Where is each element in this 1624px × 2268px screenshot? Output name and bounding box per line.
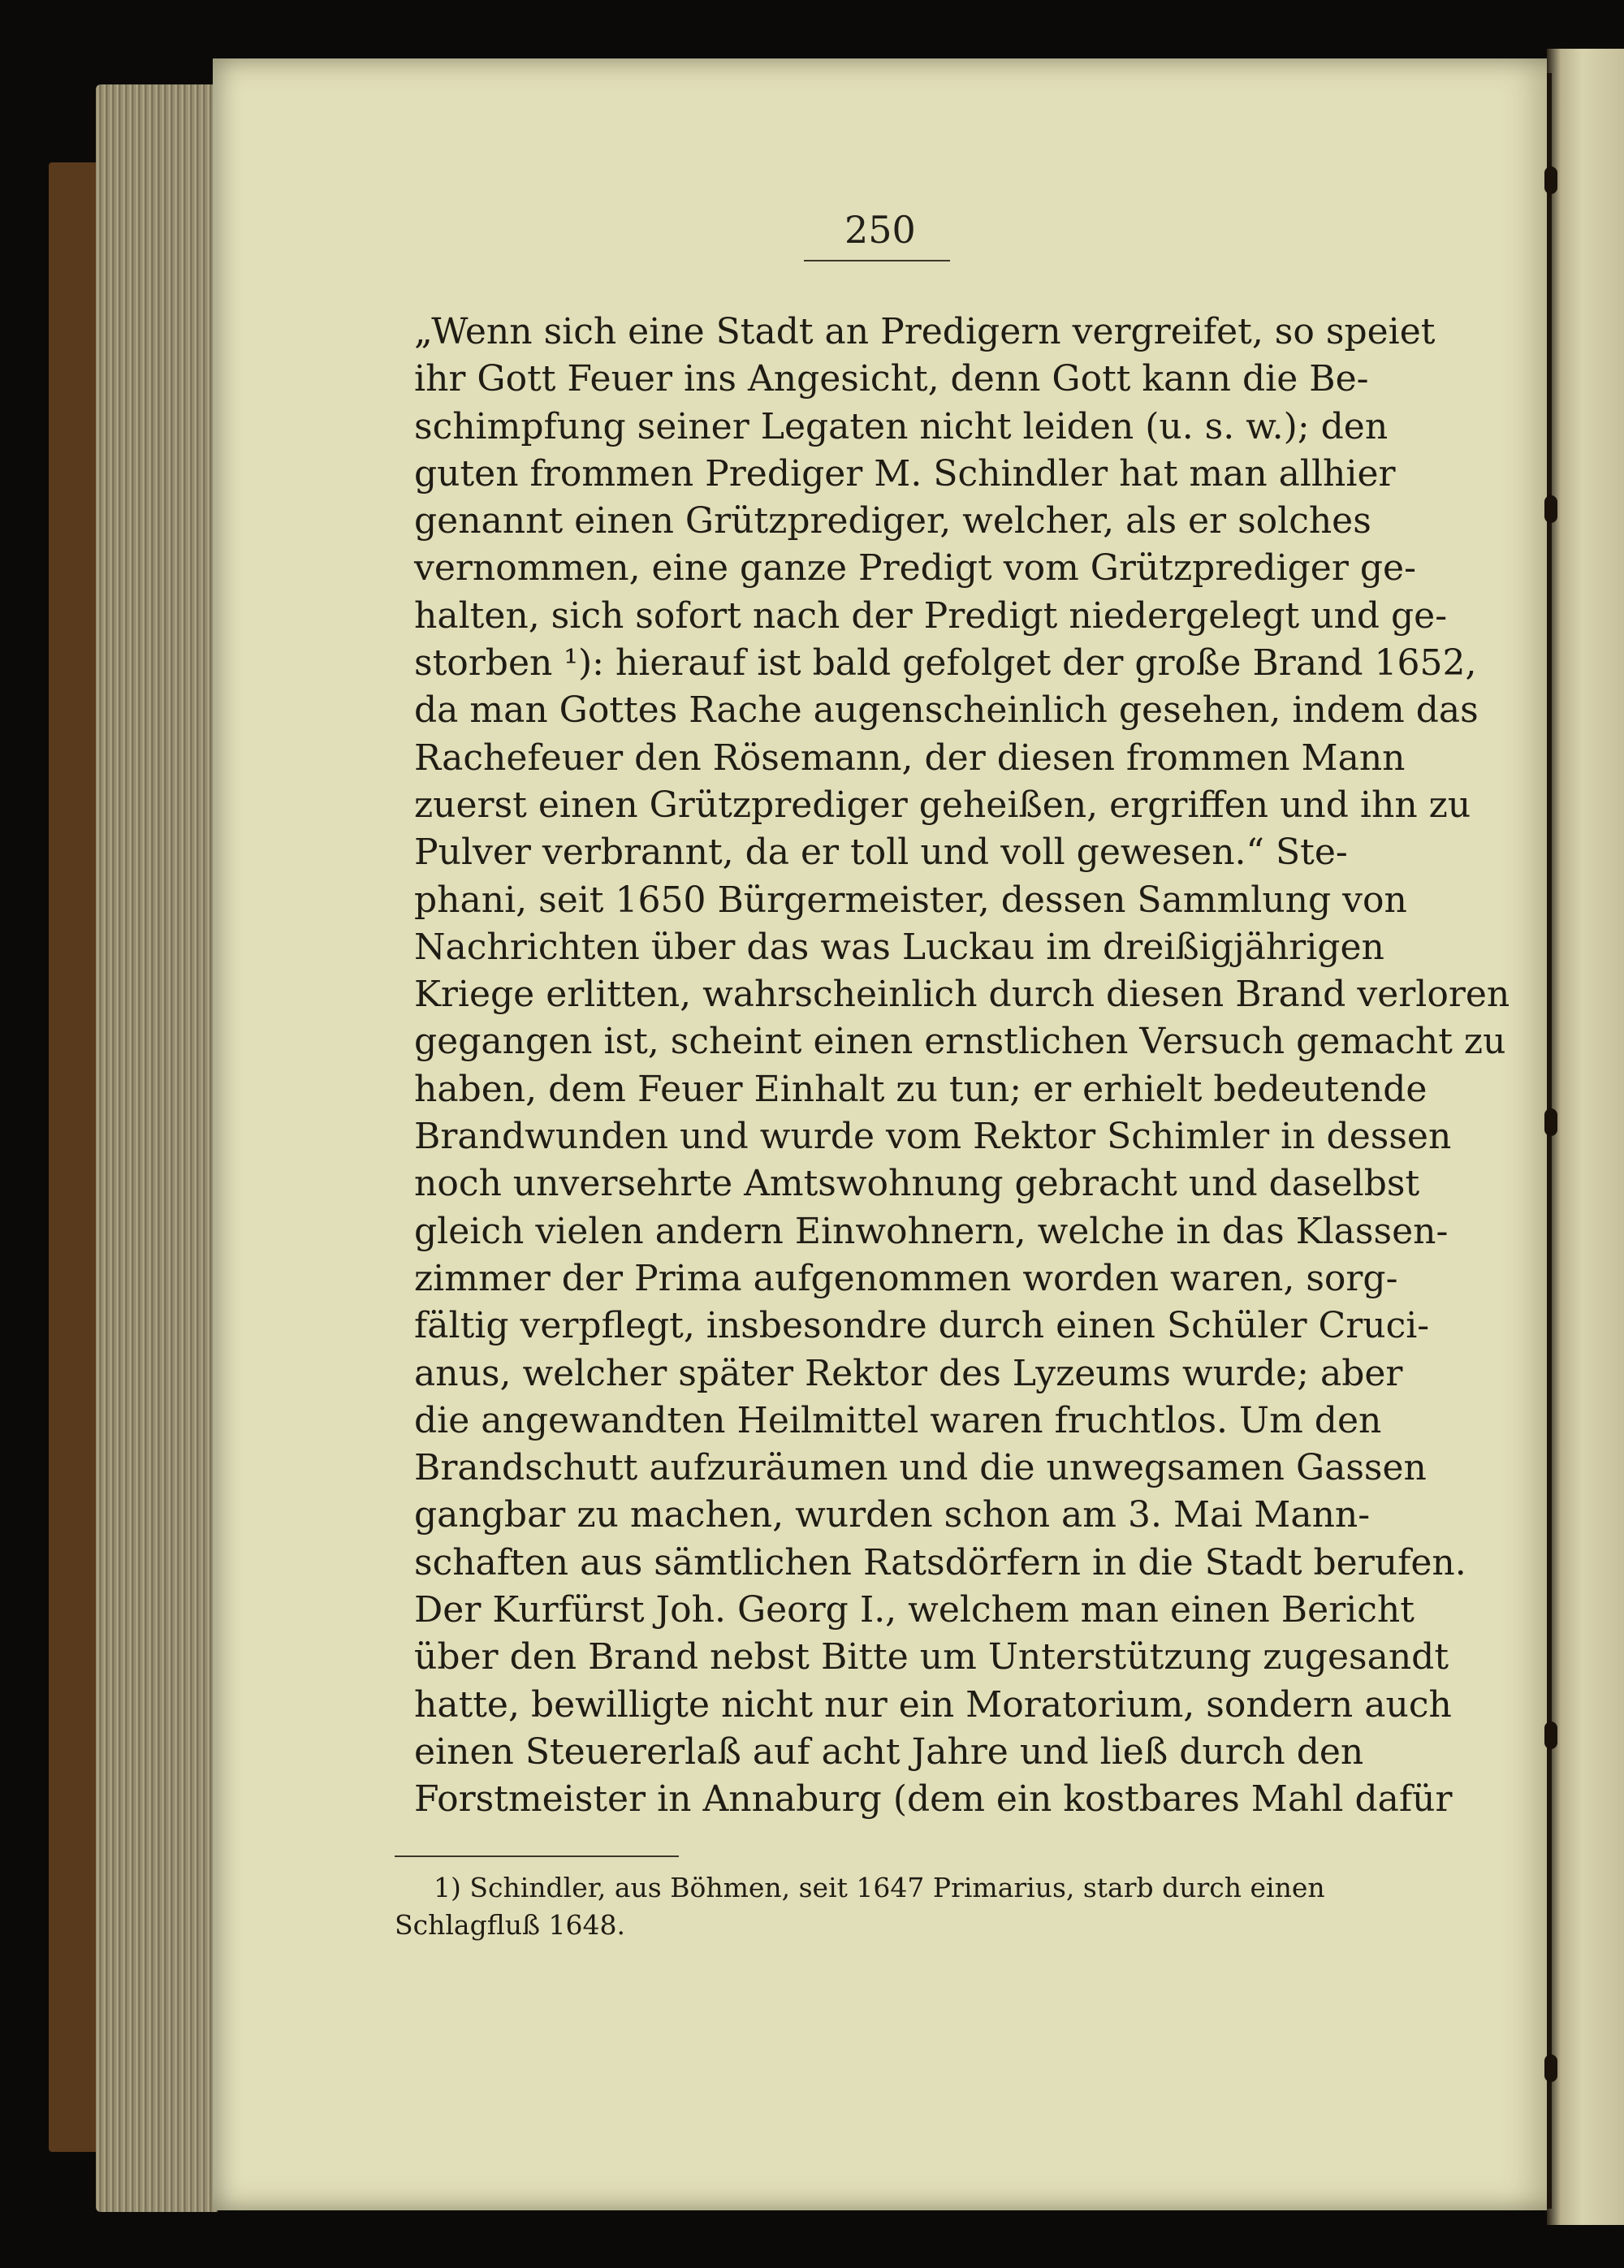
footnote-line: 1) Schindler, aus Böhmen, seit 1647 Primarius, starb durch einen — [434, 1872, 1325, 1903]
footnote-rule — [395, 1855, 679, 1857]
text-line: gegangen ist, scheint einen ernstlichen Versuch gemacht zu — [414, 1021, 1506, 1063]
text-line: Brandschutt aufzuräumen und die unwegsamen Gassen — [414, 1447, 1427, 1489]
facing-page-binding — [1547, 49, 1624, 2225]
page-number-rule — [804, 260, 950, 261]
binding-stitch — [1544, 166, 1557, 194]
text-line: haben, dem Feuer Einhalt zu tun; er erhielt bedeutende — [414, 1068, 1427, 1110]
text-line: Pulver verbrannt, da er toll und voll gewesen.“ Ste- — [414, 832, 1348, 874]
binding-stitch — [1544, 495, 1557, 523]
text-line: schimpfung seiner Legaten nicht leiden (u. s. w.); den — [414, 405, 1389, 447]
text-line: einen Steuererlaß auf acht Jahre und ließ durch den — [414, 1730, 1364, 1773]
text-line: storben ¹): hierauf ist bald gefolget der große Brand 1652, — [414, 642, 1477, 685]
text-line: schaften aus sämtlichen Ratsdörfern in die Stadt berufen. — [414, 1541, 1466, 1583]
text-line: da man Gottes Rache augenscheinlich gesehen, indem das — [414, 689, 1479, 732]
text-line: die angewandten Heilmittel waren fruchtlos. Um den — [414, 1399, 1382, 1441]
page-number: 250 — [844, 208, 916, 252]
binding-stitch — [1544, 1722, 1557, 1749]
text-line: „Wenn sich eine Stadt an Predigern vergreifet, so speiet — [414, 311, 1436, 352]
text-line: genannt einen Grützprediger, welcher, als er solches — [414, 500, 1371, 542]
footnote-line: Schlagfluß 1648. — [395, 1909, 625, 1941]
binding-stitch — [1544, 1108, 1557, 1136]
body-text — [414, 309, 1510, 1824]
text-line: zuerst einen Grützprediger geheißen, ergriffen und ihn zu — [414, 784, 1471, 826]
text-line: Der Kurfürst Joh. Georg I., welchem man einen Bericht — [414, 1589, 1415, 1631]
text-line: gangbar zu machen, wurden schon am 3. Mai Mann- — [414, 1494, 1371, 1536]
footnote — [395, 1869, 1325, 1944]
book-page-edges — [96, 84, 218, 2212]
text-line: Kriege erlitten, wahrscheinlich durch diesen Brand verloren — [414, 974, 1510, 1016]
text-line: hatte, bewilligte nicht nur ein Moratorium, sondern auch — [414, 1683, 1452, 1726]
text-line: über den Brand nebst Bitte um Unterstützung zugesandt — [414, 1636, 1449, 1678]
text-line: phani, seit 1650 Bürgermeister, dessen Sammlung von — [414, 879, 1407, 921]
text-line: halten, sich sofort nach der Predigt niedergelegt und ge- — [414, 594, 1448, 637]
text-line: zimmer der Prima aufgenommen worden waren, sorg- — [414, 1257, 1398, 1299]
text-line: Nachrichten über das was Luckau im dreißigjährigen — [414, 926, 1384, 968]
binding-thread — [1547, 73, 1552, 2209]
text-line: gleich vielen andern Einwohnern, welche in das Klassen- — [414, 1210, 1449, 1252]
text-line: guten frommen Prediger M. Schindler hat man allhier — [414, 452, 1396, 495]
text-line: Rachefeuer den Rösemann, der diesen frommen Mann — [414, 737, 1406, 779]
binding-stitch — [1544, 2054, 1557, 2082]
text-line: Forstmeister in Annaburg (dem ein kostbares Mahl dafür — [414, 1778, 1453, 1821]
text-line: fältig verpflegt, insbesondre durch einen Schüler Cruci- — [414, 1305, 1430, 1347]
text-line: ihr Gott Feuer ins Angesicht, denn Gott kann die Be- — [414, 358, 1369, 400]
text-line: vernommen, eine ganze Predigt vom Grützprediger ge- — [414, 547, 1416, 590]
text-line: Brandwunden und wurde vom Rektor Schimler in dessen — [414, 1116, 1452, 1158]
text-line: anus, welcher später Rektor des Lyzeums wurde; aber — [414, 1352, 1403, 1394]
text-line: noch unversehrte Amtswohnung gebracht und daselbst — [414, 1163, 1420, 1205]
